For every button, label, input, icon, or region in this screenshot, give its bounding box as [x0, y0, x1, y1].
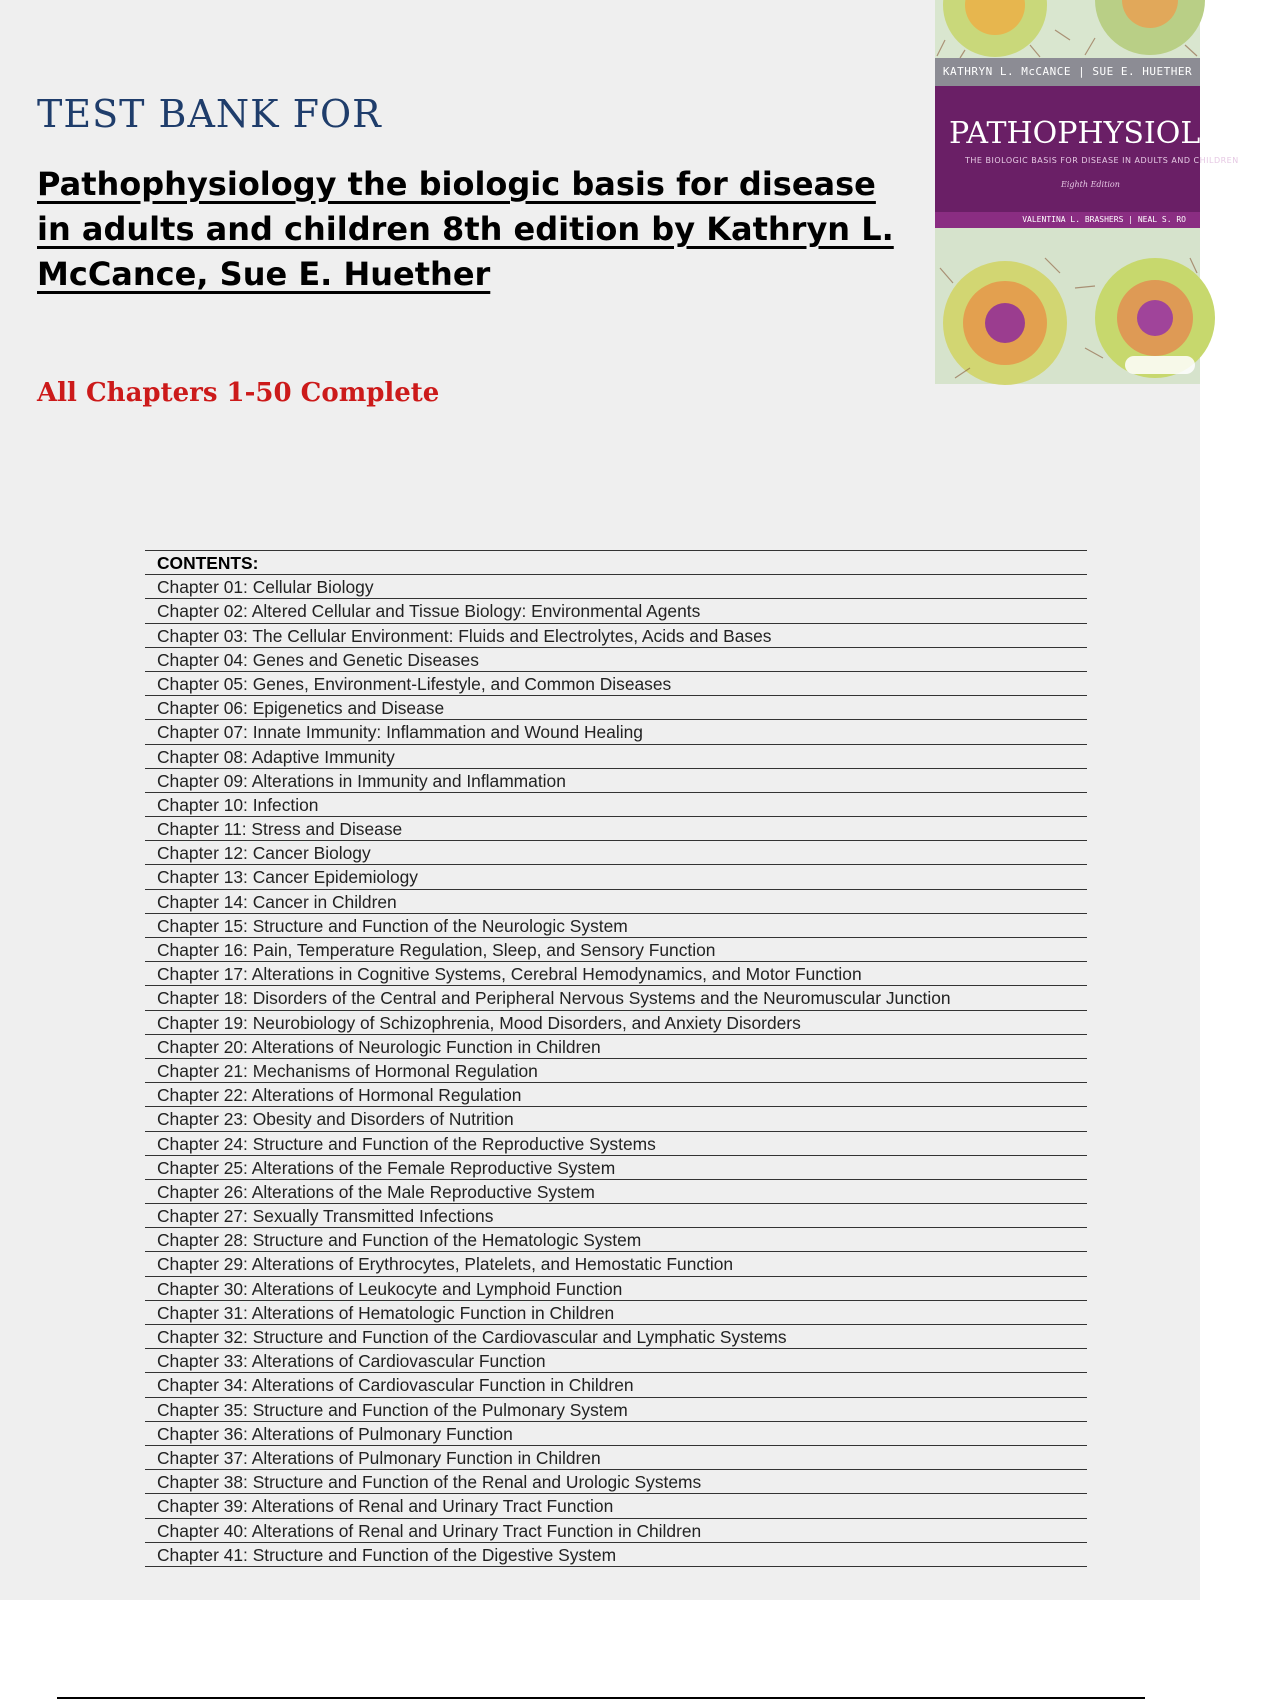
toc-chapter-item: Chapter 28: Structure and Function of the Hematologic System	[145, 1228, 1087, 1252]
toc-chapter-item: Chapter 07: Innate Immunity: Inflammation and Wound Healing	[145, 720, 1087, 744]
toc-chapter-item: Chapter 24: Structure and Function of the Reproductive Systems	[145, 1132, 1087, 1156]
toc-chapter-item: Chapter 27: Sexually Transmitted Infections	[145, 1204, 1087, 1228]
test-bank-label: TEST BANK FOR	[37, 92, 382, 136]
cover-title: PATHOPHYSIOLOGY	[949, 116, 1268, 151]
cover-cell-art-bottom	[935, 228, 1200, 384]
book-cover-image	[935, 0, 1268, 384]
book-title: Pathophysiology the biologic basis for disease in adults and children 8th edition by Kathryn L. McCance, Sue E. Huether	[37, 165, 894, 293]
cover-cell-art-top	[935, 0, 1200, 58]
toc-chapter-item: Chapter 31: Alterations of Hematologic Function in Children	[145, 1301, 1087, 1325]
table-of-contents	[145, 550, 1087, 1567]
toc-chapter-item: Chapter 34: Alterations of Cardiovascular Function in Children	[145, 1373, 1087, 1397]
toc-chapter-item: Chapter 25: Alterations of the Female Reproductive System	[145, 1156, 1087, 1180]
toc-chapter-item: Chapter 12: Cancer Biology	[145, 841, 1087, 865]
toc-chapter-item: Chapter 38: Structure and Function of the Renal and Urologic Systems	[145, 1470, 1087, 1494]
toc-chapter-item: Chapter 32: Structure and Function of the Cardiovascular and Lymphatic Systems	[145, 1325, 1087, 1349]
cover-edition: Eighth Edition	[1061, 180, 1120, 189]
toc-chapter-item: Chapter 15: Structure and Function of the Neurologic System	[145, 914, 1087, 938]
toc-chapter-item: Chapter 17: Alterations in Cognitive Systems, Cerebral Hemodynamics, and Motor Function	[145, 962, 1087, 986]
toc-chapter-item: Chapter 41: Structure and Function of the Digestive System	[145, 1543, 1087, 1567]
toc-chapter-item: Chapter 05: Genes, Environment-Lifestyle, and Common Diseases	[145, 672, 1087, 696]
toc-chapter-item: Chapter 09: Alterations in Immunity and Inflammation	[145, 769, 1087, 793]
cover-subtitle: THE BIOLOGIC BASIS FOR DISEASE IN ADULTS AND CHILDREN	[965, 156, 1239, 165]
cover-title-band	[935, 86, 1268, 212]
toc-chapter-item: Chapter 23: Obesity and Disorders of Nutrition	[145, 1107, 1087, 1131]
cover-editors: VALENTINA L. BRASHERS | NEAL S. RO	[935, 212, 1200, 228]
toc-chapter-item: Chapter 19: Neurobiology of Schizophrenia, Mood Disorders, and Anxiety Disorders	[145, 1011, 1087, 1035]
toc-chapter-item: Chapter 01: Cellular Biology	[145, 575, 1087, 599]
toc-chapter-item: Chapter 10: Infection	[145, 793, 1087, 817]
chapters-note: All Chapters 1-50 Complete	[37, 378, 440, 408]
toc-chapter-item: Chapter 22: Alterations of Hormonal Regulation	[145, 1083, 1087, 1107]
toc-chapter-item: Chapter 29: Alterations of Erythrocytes, Platelets, and Hemostatic Function	[145, 1252, 1087, 1276]
toc-chapter-item: Chapter 26: Alterations of the Male Reproductive System	[145, 1180, 1087, 1204]
toc-chapter-item: Chapter 02: Altered Cellular and Tissue Biology: Environmental Agents	[145, 599, 1087, 623]
toc-chapter-item: Chapter 14: Cancer in Children	[145, 890, 1087, 914]
toc-chapter-item: Chapter 21: Mechanisms of Hormonal Regulation	[145, 1059, 1087, 1083]
toc-chapter-item: Chapter 36: Alterations of Pulmonary Function	[145, 1422, 1087, 1446]
toc-chapter-item: Chapter 06: Epigenetics and Disease	[145, 696, 1087, 720]
contents-header: CONTENTS:	[145, 551, 1087, 575]
toc-chapter-item: Chapter 03: The Cellular Environment: Fluids and Electrolytes, Acids and Bases	[145, 624, 1087, 648]
toc-chapter-item: Chapter 40: Alterations of Renal and Urinary Tract Function in Children	[145, 1519, 1087, 1543]
toc-chapter-item: Chapter 35: Structure and Function of the Pulmonary System	[145, 1398, 1087, 1422]
toc-chapter-item: Chapter 30: Alterations of Leukocyte and Lymphoid Function	[145, 1277, 1087, 1301]
toc-chapter-item: Chapter 39: Alterations of Renal and Urinary Tract Function	[145, 1494, 1087, 1518]
cover-authors: KATHRYN L. McCANCE | SUE E. HUETHER	[935, 58, 1200, 86]
toc-chapter-item: Chapter 16: Pain, Temperature Regulation, Sleep, and Sensory Function	[145, 938, 1087, 962]
toc-chapter-item: Chapter 33: Alterations of Cardiovascular Function	[145, 1349, 1087, 1373]
toc-chapter-item: Chapter 13: Cancer Epidemiology	[145, 865, 1087, 889]
toc-chapter-item: Chapter 37: Alterations of Pulmonary Function in Children	[145, 1446, 1087, 1470]
toc-chapter-item: Chapter 18: Disorders of the Central and Peripheral Nervous Systems and the Neuromuscular Junction	[145, 986, 1087, 1010]
toc-chapter-item: Chapter 20: Alterations of Neurologic Function in Children	[145, 1035, 1087, 1059]
toc-chapter-item: Chapter 11: Stress and Disease	[145, 817, 1087, 841]
toc-chapter-item: Chapter 08: Adaptive Immunity	[145, 745, 1087, 769]
toc-chapter-item: Chapter 04: Genes and Genetic Diseases	[145, 648, 1087, 672]
divider	[57, 1697, 1145, 1699]
